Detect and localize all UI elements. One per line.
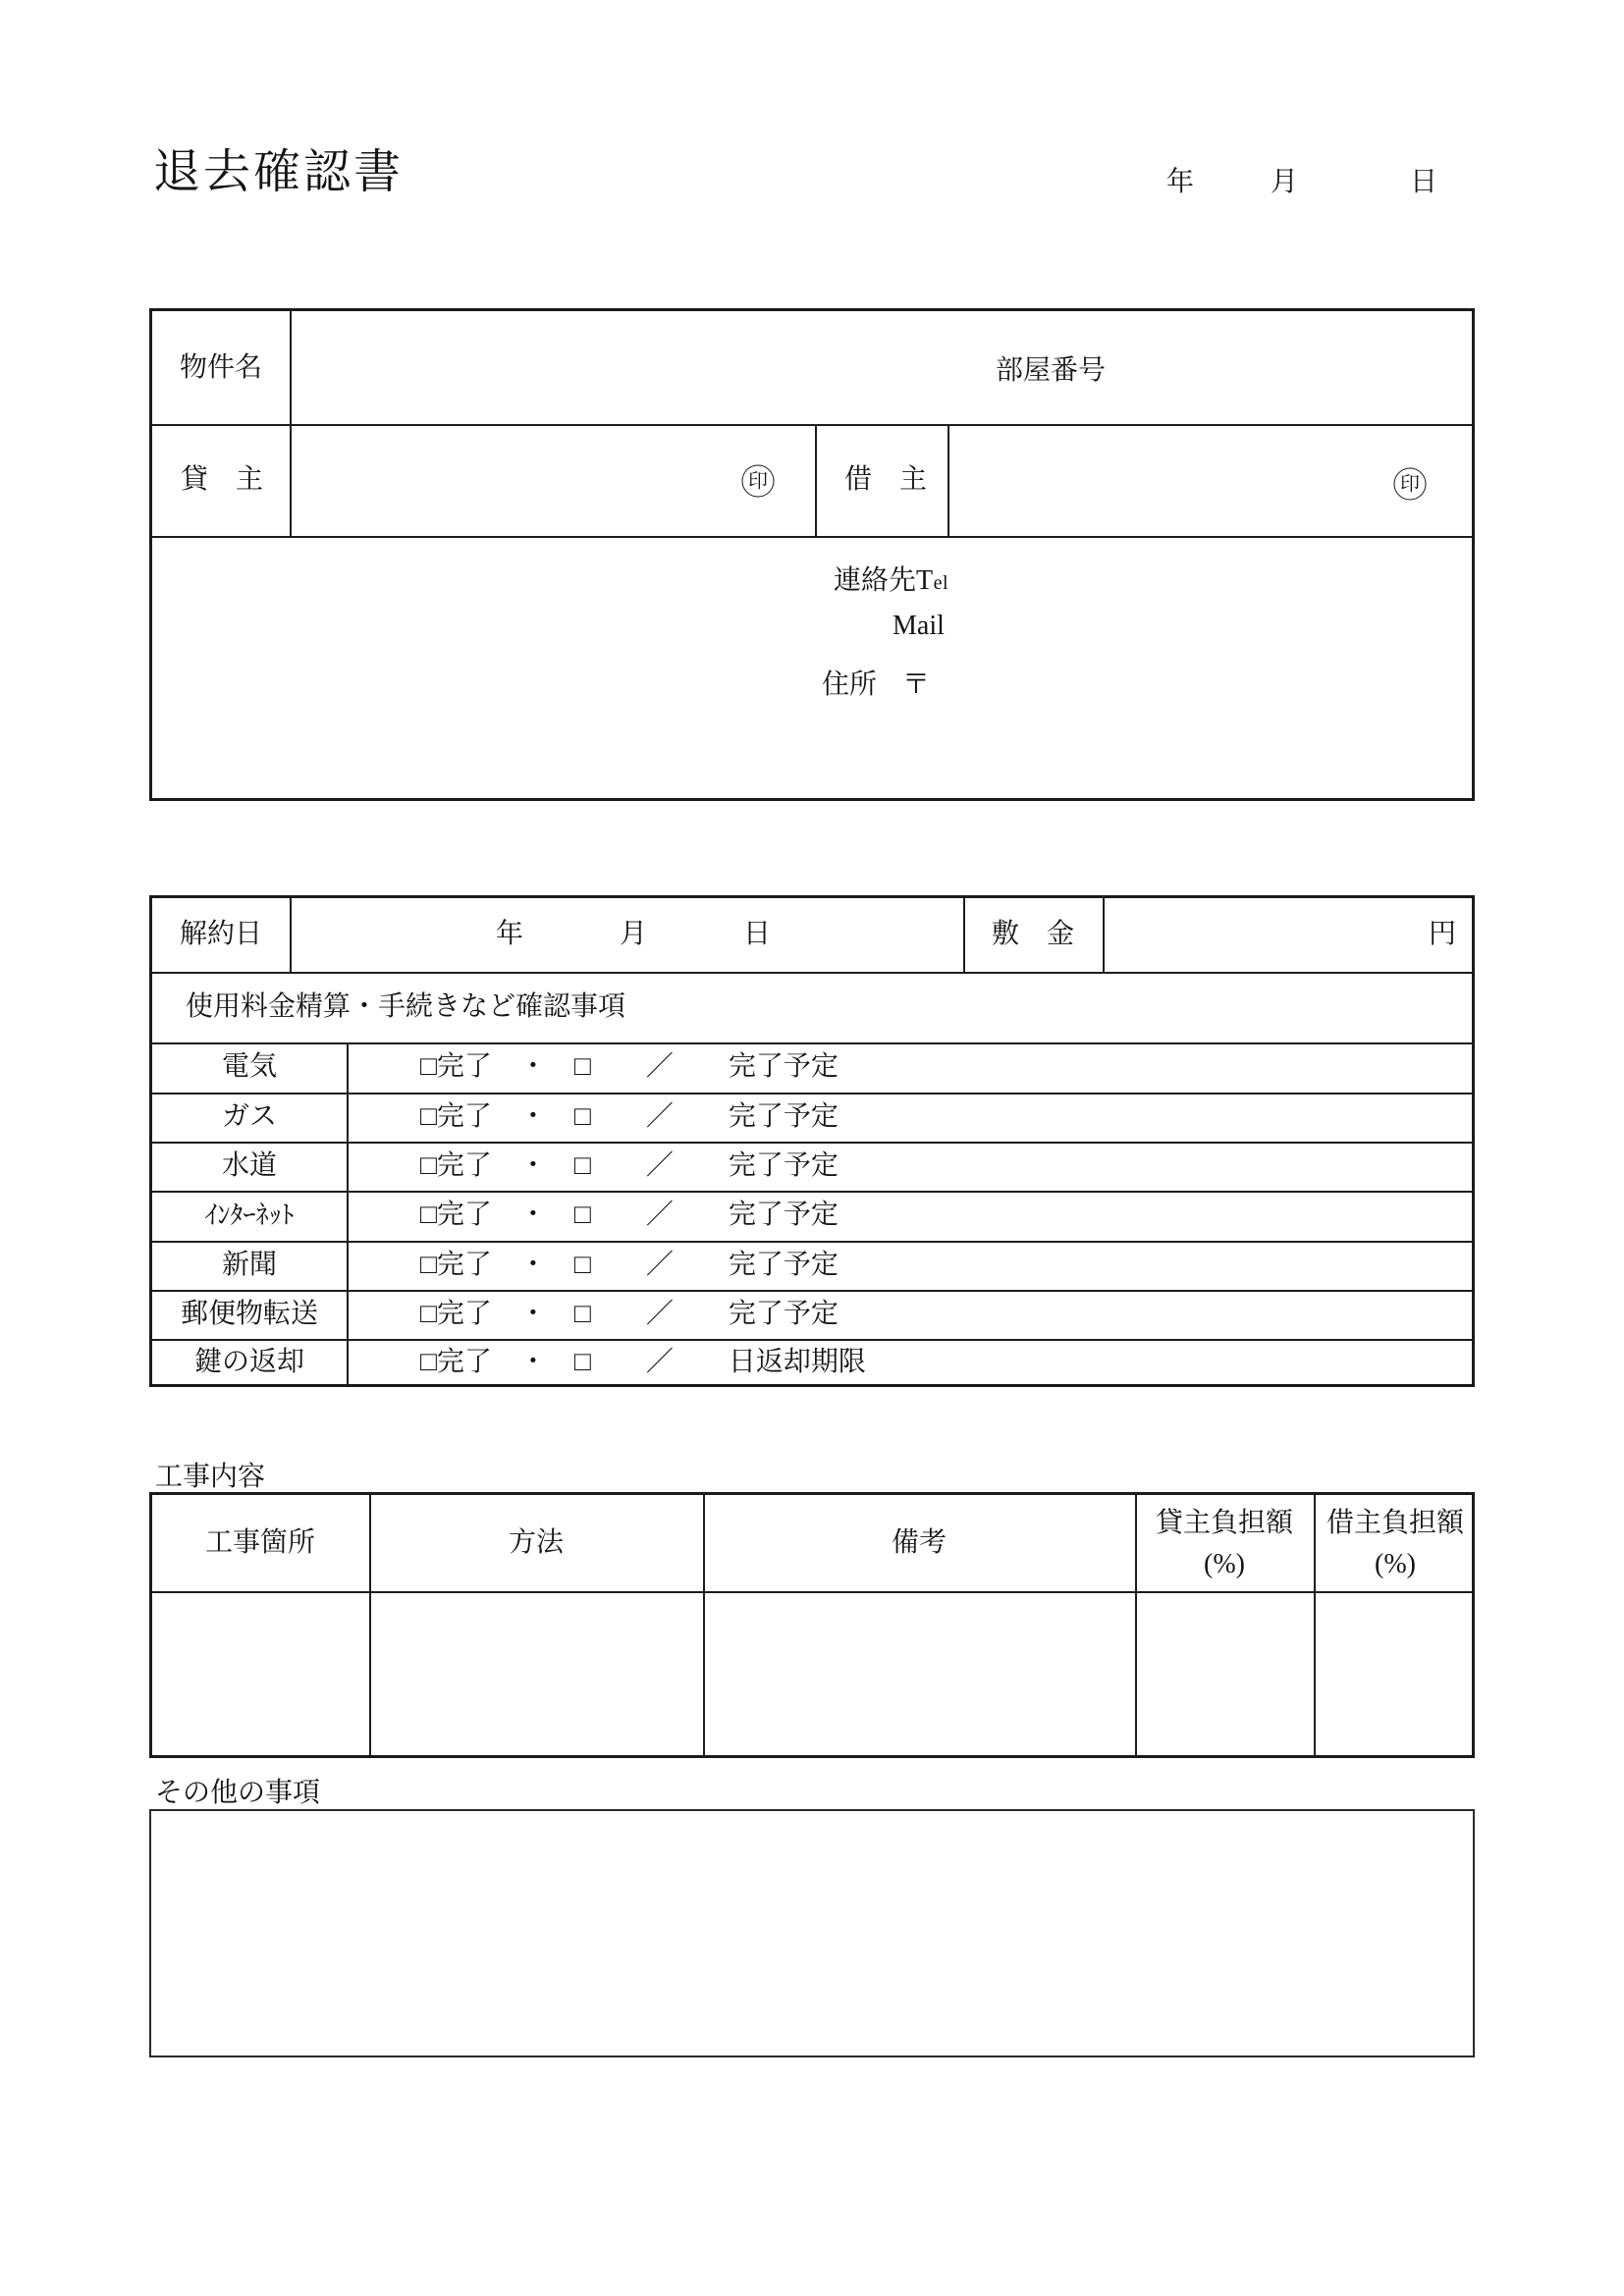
cancellation-day-label: 日 (742, 919, 772, 950)
deposit-label: 敷 金 (991, 919, 1075, 950)
property-table (149, 308, 1475, 801)
utility-label: 水道 (221, 1150, 278, 1182)
cancellation-year-label: 年 (495, 919, 524, 950)
settlement-section-title: 使用料金精算・手続きなど確認事項 (186, 991, 626, 1023)
table-line (152, 972, 1472, 974)
table-line (152, 536, 1472, 538)
contact-address-line (822, 663, 930, 702)
construction-col-remarks: 備考 (891, 1527, 947, 1559)
table-line (152, 1093, 1472, 1095)
contact-mail-line (893, 611, 945, 642)
contact-tel-suffix: Tel (916, 565, 949, 596)
utility-status: □完了 ・ □ ／ 完了予定 (420, 1051, 839, 1083)
table-line (347, 1042, 349, 1384)
utility-label: ｲﾝﾀｰﾈｯﾄ (204, 1201, 295, 1230)
utility-label: 鍵の返却 (193, 1347, 305, 1378)
construction-col-tenant-share: 借主負担額 (1326, 1508, 1465, 1539)
postal-mark-icon: 〒 (902, 669, 931, 700)
page-title: 退去確認書 (153, 146, 405, 198)
tenant-label: 借 主 (843, 464, 928, 496)
table-line (152, 1142, 1472, 1144)
tenant-seal-icon: 印 (1394, 468, 1427, 501)
table-line (152, 424, 1472, 426)
cancellation-date-label: 解約日 (179, 919, 263, 950)
construction-table (149, 1492, 1475, 1758)
construction-col-tenant-share-unit: (%) (1375, 1549, 1416, 1580)
contact-mail-label: Mail (893, 611, 945, 641)
utility-label: ガス (221, 1101, 278, 1133)
other-matters-box (149, 1809, 1475, 2057)
utility-label: 電気 (221, 1051, 278, 1083)
contact-address-label: 住所 (822, 669, 878, 700)
utility-status: □完了 ・ □ ／ 完了予定 (420, 1250, 839, 1281)
table-line (815, 424, 817, 538)
table-line (703, 1495, 705, 1755)
table-line (152, 1241, 1472, 1243)
construction-col-landlord-share: 貸主負担額 (1155, 1508, 1294, 1539)
table-line (152, 1591, 1472, 1593)
construction-heading: 工事内容 (155, 1462, 266, 1492)
table-line (1103, 898, 1105, 972)
settlement-table (149, 895, 1475, 1387)
utility-status: □完了 ・ □ ／ 完了予定 (420, 1101, 839, 1133)
table-line (152, 1290, 1472, 1292)
landlord-seal-icon: 印 (742, 465, 775, 498)
table-line (369, 1495, 371, 1755)
header-date-month: 月 (1270, 167, 1299, 198)
cancellation-month-label: 月 (619, 919, 648, 950)
utility-status: □完了 ・ □ ／ 完了予定 (420, 1150, 839, 1182)
table-line (1135, 1495, 1137, 1755)
header-date-day: 日 (1409, 167, 1438, 198)
table-line (152, 1191, 1472, 1193)
header-date-year: 年 (1165, 167, 1195, 198)
landlord-label: 貸 主 (180, 464, 264, 496)
table-line (963, 898, 965, 972)
table-line (290, 898, 292, 972)
utility-status: □完了 ・ □ ／ 日返却期限 (420, 1347, 866, 1378)
construction-col-method: 方法 (508, 1527, 565, 1559)
table-line (290, 311, 292, 538)
room-number-label: 部屋番号 (995, 355, 1107, 387)
table-line (152, 1339, 1472, 1341)
other-matters-heading: その他の事項 (155, 1778, 321, 1808)
utility-label: 新聞 (221, 1250, 278, 1281)
utility-status: □完了 ・ □ ／ 完了予定 (420, 1299, 839, 1330)
contact-tel-label: 連絡先 (834, 565, 917, 596)
utility-label: 郵便物転送 (180, 1299, 319, 1330)
table-line (947, 424, 949, 538)
construction-col-landlord-share-unit: (%) (1204, 1549, 1245, 1580)
deposit-unit-label: 円 (1428, 919, 1456, 950)
utility-status: □完了 ・ □ ／ 完了予定 (420, 1200, 839, 1231)
property-name-label: 物件名 (179, 352, 263, 384)
table-line (1314, 1495, 1316, 1755)
table-line (152, 1042, 1472, 1044)
contact-tel-line (834, 559, 948, 598)
construction-col-location: 工事箇所 (204, 1527, 316, 1559)
